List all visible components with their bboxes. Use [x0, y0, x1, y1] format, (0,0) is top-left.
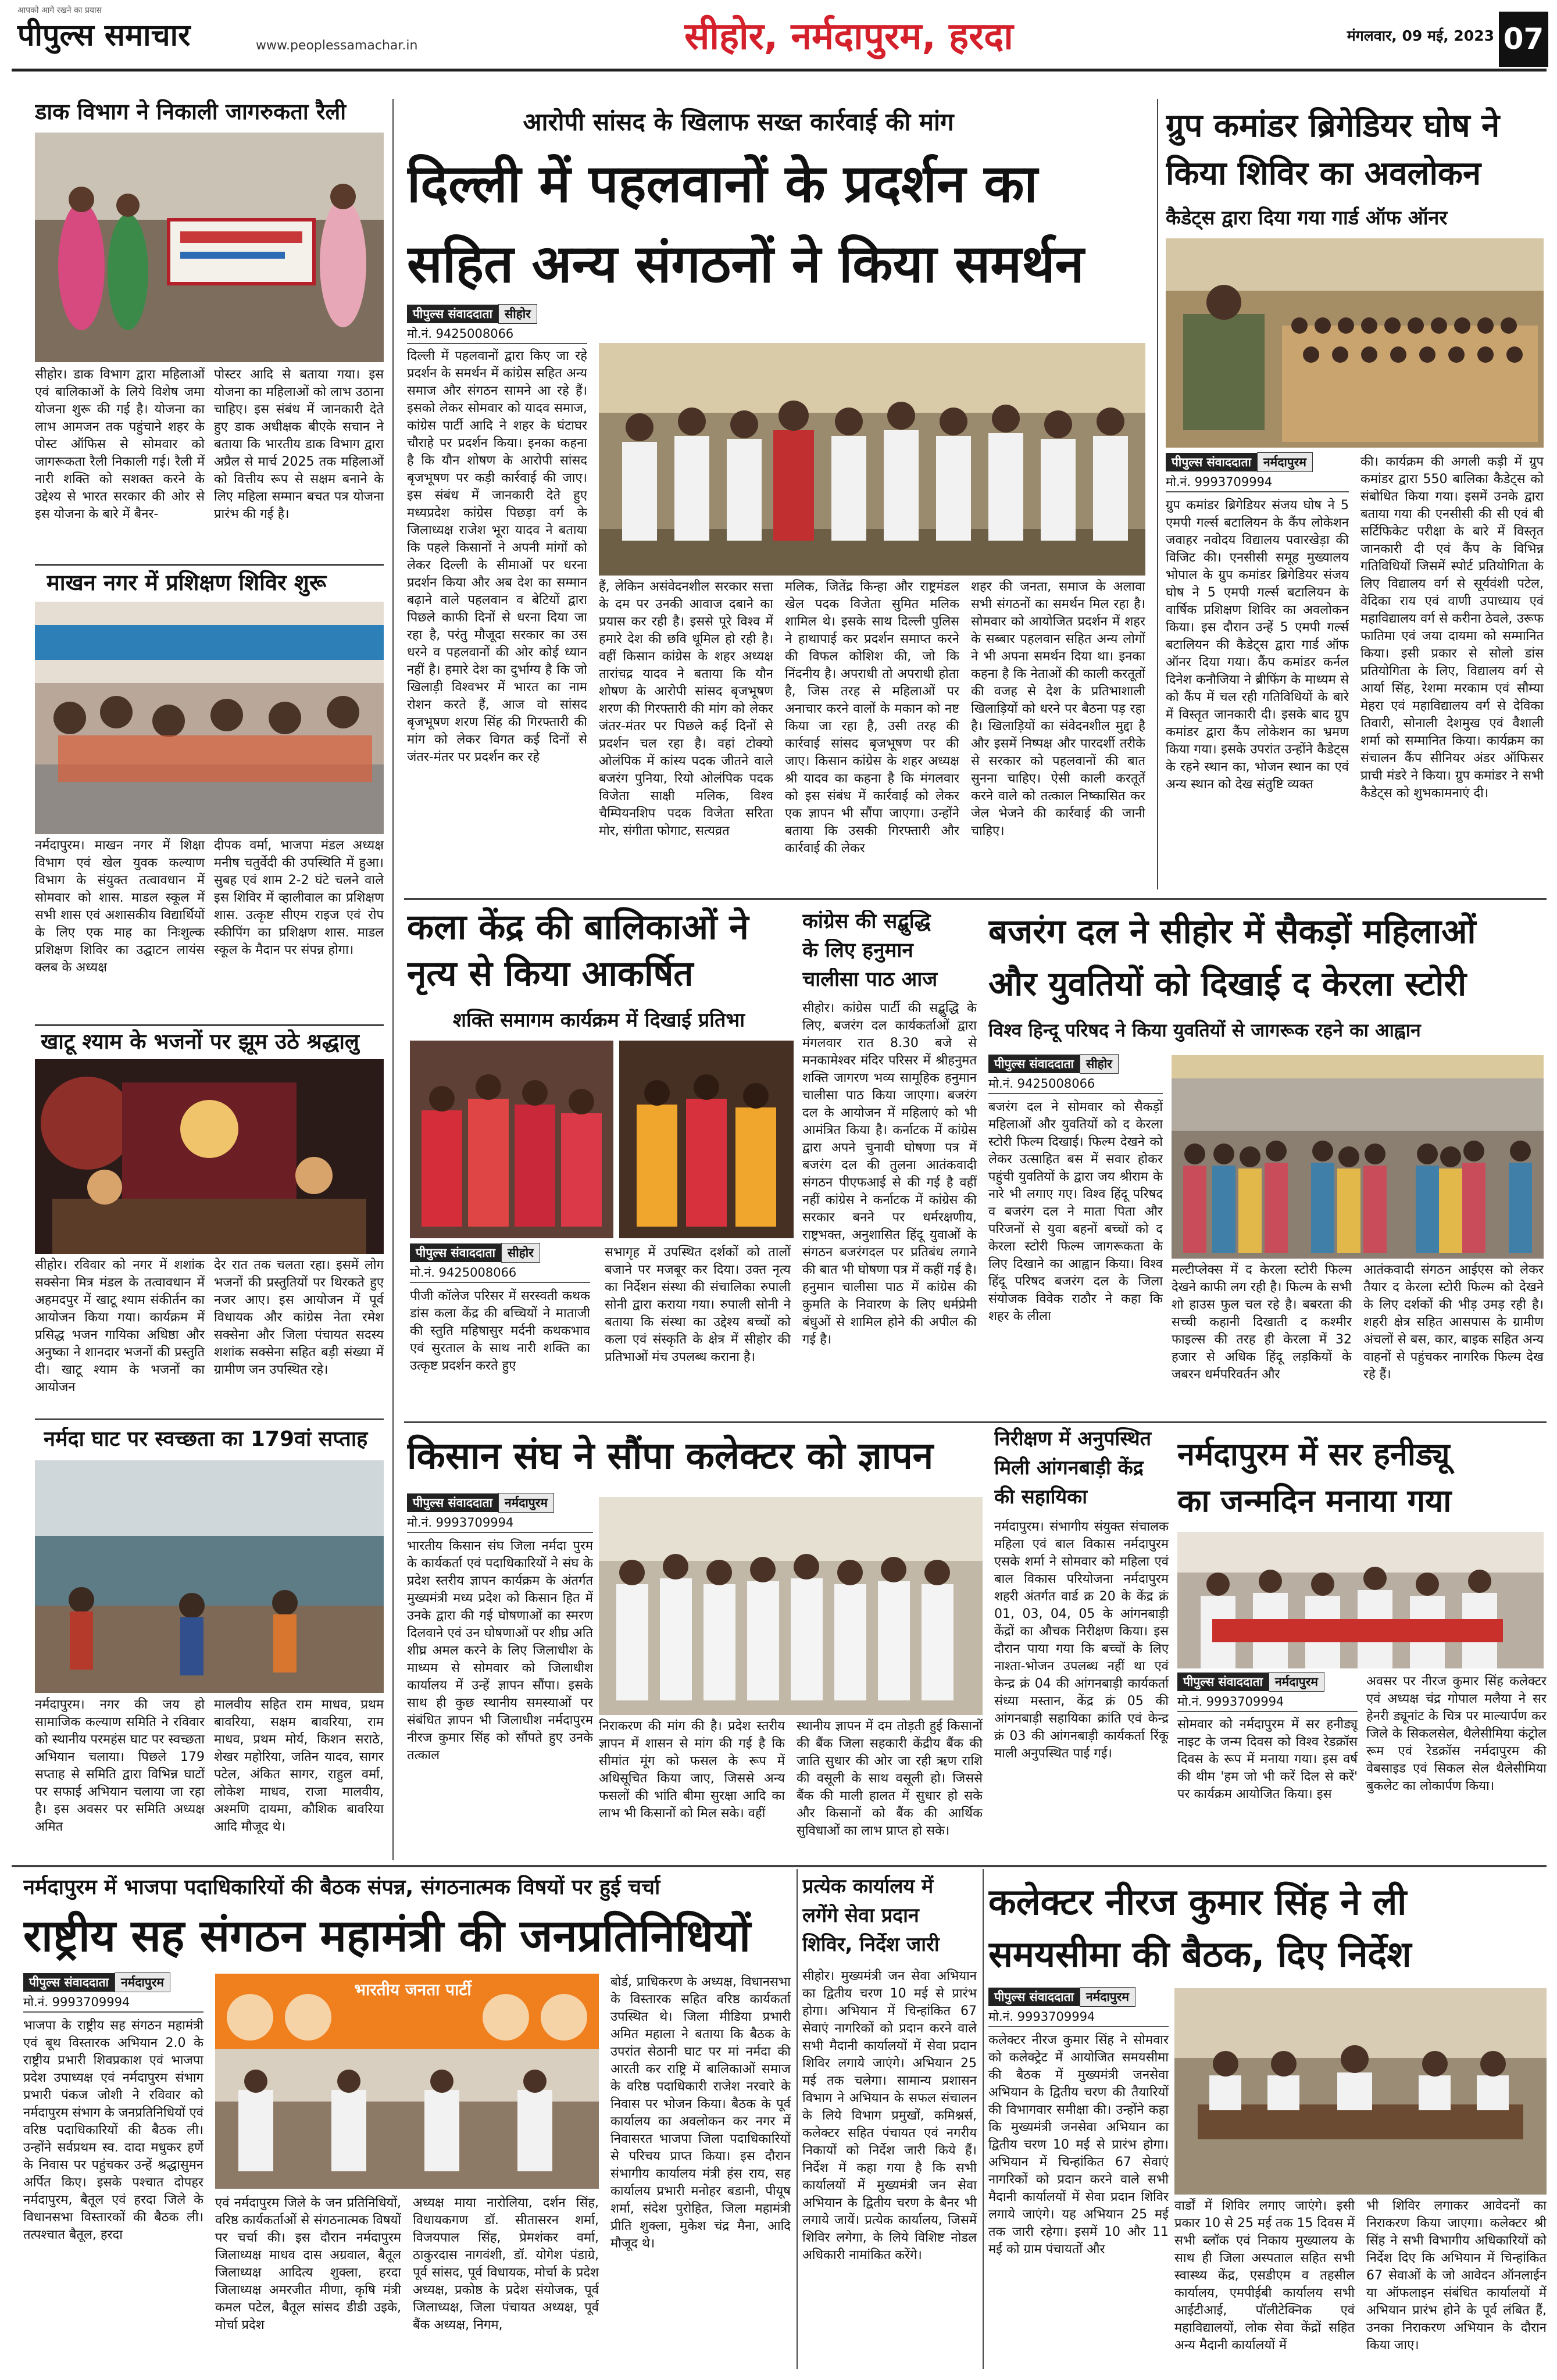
hanuman-headline-2: के लिए हनुमान: [802, 939, 913, 962]
place-label: नर्मदापुरम: [115, 1972, 170, 1992]
bajrang-text-col-3: आतंकवादी संगठन आईएस को लेकर तैयार द केरला स्टोरी फिल्म को देखने के लिए दर्शकों की भीड़ उमड़ रही है। शहरी क्षेत्र सहित आसपास के ग्रामीण अंचलों से बस, कार, बाइक सहित अन्य वाहनों से पहुंचकर नागरिक फिल्म देख रहे हैं।: [1363, 1263, 1544, 1382]
collector-headline-2: समयसीमा की बैठक, दिए निर्देश: [988, 1933, 1412, 1975]
divider: [988, 1421, 1547, 1423]
khatu-photo: [35, 1059, 384, 1254]
bjp-byline: [23, 1974, 203, 1991]
makhan-headline: माखन नगर में प्रशिक्षण शिविर शुरू: [47, 570, 327, 595]
bjp-mobile: मो.नं. 9993709994: [23, 1994, 203, 2013]
congress-protest-photo: [599, 343, 1145, 576]
kisan-text-col-3: स्थानीय ज्ञापन में दम तोड़ती हुई किसानों की बैंक जिला सहकारी केंद्रीय बैंक की जाति सुधार की ओर जा रही ऋण राशि की वसूली के साथ वसूली हो। जिससे बैंक की माली हालत में सुधार हो सके और किसानों को बैंक की आर्थिक सुविधाओं का लाभ प्राप्त हो सके।: [797, 1719, 983, 1838]
congress-headline-2: सहित अन्य संगठनों ने किया समर्थन: [407, 234, 1084, 295]
makhan-text-col-2: दीपक वर्मा, भाजपा मंडल अध्यक्ष मनीष चतुर्वेदी की उपस्थिति में हुआ। सुबह एवं शाम 2-2 घंटे चलने वाले इस शिविर में व्हालीवाल का प्रशिक्षण शास. उत्कृष्ट सीएम राइज एवं रोप स्कीपिंग का प्रशिक्षण शास. माडल स्कूल के मैदान पर संपन्न होगा।: [214, 838, 384, 957]
page-number: 07: [1499, 12, 1548, 67]
hanida-photo: [1177, 1532, 1544, 1668]
bajrang-subhead: विश्व हिन्दू परिषद ने किया युवतियों से जागरूक रहने का आह्वान: [988, 1019, 1421, 1041]
place-label: सीहोर: [501, 1243, 540, 1263]
hanida-text-col-2: अवसर पर नीरज कुमार सिंह कलेक्टर एवं अध्यक्ष चंद्र गोपाल मलैया ने सर हेनरी ड्यूनांट के चित्र पर माल्यार्पण कर जिले के सिकलसेल, थैलेसीमिया कंट्रोल रूम एवं रेडक्रॉस नर्मदापुरम की वेबसाइड एवं सिकल सेल थैलेसीमिया बुकलेट का लोकार्पण किया।: [1366, 1674, 1547, 1793]
congress-text-col-4: शहर की जनता, समाज के अलावा सभी संगठनों का समर्थन मिल रहा है। सोमवार को आयोजित प्रदर्शन में शहर के सब्बार पहलवान सहित अन्य लोगों ने भी अपना समर्थन दिया था। इनका कहना है कि नेताओं की काली करतूतों की वजह से देश के प्रतिभाशाली खिलाड़ियों को धरने पर बैठना पड़ रहा है। खिलाड़ियों का संवेदनशील मुद्दा है और इसमें निष्पक्ष और पारदर्शी तरीके से सरकार को पहलवानों की बात सुनना चाहिए। ऐसी काली करतूतें करने वाले को तत्काल निष्कासित कर जेल भेजने की कार्रवाई की जानी चाहिए।: [971, 580, 1145, 838]
divider: [35, 1418, 384, 1420]
brigadier-headline-2: किया शिविर का अवलोकन: [1166, 155, 1481, 192]
makhan-text-col-1: नर्मदापुरम। माखन नगर में शिक्षा विभाग एवं खेल युवक कल्याण विभाग के संयुक्त तत्वावधान में सोमवार को शास. माडल स्कूल में सभी शास एवं अशासकीय विद्यार्थियों के लिए एक माह का निःशुल्क प्रशिक्षण शिविर का उद्घाटन लायंस क्लब के अध्यक्ष: [35, 838, 205, 975]
brigadier-mobile: मो.नं. 9993709994: [1166, 474, 1349, 492]
collector-mobile: मो.नं. 9993709994: [988, 2009, 1169, 2027]
kala-text-col-1: पीजी कॉलेज परिसर में सरस्वती कथक डांस कला केंद्र की बच्चियों ने माताजी की स्तुति महिषासुर मर्दनी कथकभाव एवं सुरताल के साथ नारी शक्ति का उत्कृष्ट प्रदर्शन करते हुए: [410, 1289, 590, 1373]
narmada-text-col-1: नर्मदापुरम। नगर की जय हो सामाजिक कल्याण समिति ने रविवार को स्थानीय परमहंस घाट पर स्वच्छता अभियान चलाया। पिछले 179 सप्ताह से समिति द्वारा विभिन्न घाटों पर सफाई अभियान चलाया जा रहा है। इस अवसर पर समिति अध्यक्ष अमित: [35, 1698, 205, 1834]
reporter-label: पीपुल्स संवाददाता: [988, 1988, 1080, 2006]
divider: [35, 564, 384, 566]
column-divider: [983, 1869, 984, 2369]
divider: [404, 1421, 988, 1423]
collector-text-col-3: भी शिविर लगाकर आवेदनों का निराकरण किया जाएगा। कलेक्टर श्री सिंह ने सभी विभागीय अधिकारियों को निर्देश दिए कि अभियान में चिन्हांकित 67 सेवाओं के जो आवेदन ऑनलाईन या ऑफलाइन संबंधित कार्यालयों में अभियान प्रारंभ होने के पूर्व लंबित हैं, उनका निराकरण अभियान के दौरान किया जाए।: [1366, 2199, 1547, 2353]
brigadier-headline-1: ग्रुप कमांडर ब्रिगेडियर घोष ने: [1166, 107, 1500, 145]
column-divider: [797, 1869, 798, 2369]
paper-logo: पीपुल्स समाचार: [17, 18, 191, 53]
column-divider: [392, 99, 394, 1860]
kala-headline-1: कला केंद्र की बालिकाओं ने: [407, 907, 749, 948]
bajrang-mobile: मो.नं. 9425008066: [988, 1075, 1163, 1094]
reporter-label: पीपुल्स संवाददाता: [988, 1055, 1080, 1073]
bajrang-byline: [988, 1055, 1163, 1073]
kala-subhead: शक्ति समागम कार्यक्रम में दिखाई प्रतिभा: [452, 1009, 745, 1032]
seva-headline-1: प्रत्येक कार्यालय में: [802, 1875, 934, 1898]
paper-tagline: आपको आगे रखने का प्रयास: [17, 6, 102, 15]
narmada-text-col-2: मालवीय सहित राम माधव, प्रथम बावरिया, सक्षम बावरिया, राम माधव, प्रथम मोर्य, किशन सराठे, शेखर महोरिया, जतिन यादव, सागर पटेल, अंकित सागर, राहुल वर्मा, लोकेश माधव, राजा मालवीय, अश्मणि दायमा, कौशिक बावरिया आदि मौजूद थे।: [214, 1698, 384, 1834]
kala-byline: [410, 1244, 590, 1262]
place-label: सीहोर: [498, 304, 537, 324]
brigadier-text-col-2: की। कार्यक्रम की अगली कड़ी में ग्रुप कमांडर द्वारा 550 बालिका कैडेट्स को संबोधित किया गया। इसमें उनके द्वारा बताया गया की एनसीसी की सी एवं बी सर्टिफिकेट परीक्षा के बारे में विस्तृत जानकारी दी एवं कैंप के विभिन्न गतिविधियों जिसमें स्पोर्ट प्रतियोगिता के लिए विद्यालय वर्ग से सूर्यवंशी पटेल, वेदिका राय एवं वाणी उपाध्याय एवं महाविद्यालय वर्ग से करीना ठेवले, उरूफ फातिमा एवं जया दायमा को सम्मानित किया। इसी प्रकार से सोलो डांस प्रतियोगिता के लिए, विद्यालय वर्ग से आर्या सिंह, रेशमा मरकाम एवं सौम्या मेहरा एवं महाविद्यालय वर्ग से देविका तिवारी, सोनाली देशमुख एवं वैशाली शर्मा को सम्मानित किया। कार्यक्रम का संचालन कैंप सीनियर अंडर ऑफिसर प्राची मंडरे ने किया। ग्रुप कमांडर ने सभी कैडेट्स को शुभकामनाएं दी।: [1360, 455, 1544, 801]
brigadier-subhead: कैडेट्स द्वारा दिया गया गार्ड ऑफ ऑनर: [1166, 206, 1448, 230]
seva-headline-2: लगेंगे सेवा प्रदान: [802, 1904, 919, 1927]
bajrang-photo: [1172, 1055, 1544, 1259]
place-label: सीहोर: [1080, 1054, 1119, 1074]
kala-headline-2: नृत्य से किया आकर्षित: [407, 953, 694, 994]
bajrang-headline-1: बजरंग दल ने सीहोर में सैकड़ों महिलाओं: [988, 912, 1476, 951]
hanuman-text: सीहोर। कांग्रेस पार्टी की सद्बुद्धि के लिए, बजरंग दल कार्यकर्ताओं द्वारा मंगलवार रात 8.30 बजे से मनकामेश्वर मंदिर परिसर में श्रीहनुमत शक्ति जागरण भव्य सामूहिक हनुमान चालीसा पाठ किया जाएगा। बजरंग दल के आयोजन में महिलाएं को भी आमंत्रित किया है। कर्नाटक में कांग्रेस द्वारा अपने चुनावी घोषणा पत्र में बजरंग दल की तुलना आतंकवादी संगठन पीएफआई से की गई है वहीं नहीं कांग्रेस ने कर्नाटक में कांग्रेस की सरकार बनने पर धर्मरक्षणीय, राष्ट्रभक्त, अनुशासित हिंदू युवाओं के संगठन बजरंगदल पर प्रतिबंध लगाने की बात भी घोषणा पत्र में कहीं गई है। हनुमान चालीसा पाठ में कांग्रेस की कुमति के निवारण के लिए धर्मप्रेमी बंधुओं से शामिल होने की अपील की गई है।: [802, 1001, 977, 1347]
collector-photo: [1174, 1988, 1547, 2195]
hanida-text-col-1: सोमवार को नर्मदापुरम में सर हनीड्यू नाइट के जन्म दिवस को विश्व रेडक्रॉस दिवस के रूप में मनाया गया। इस वर्ष की थीम 'हम जो भी करें दिल से करें' पर कार्यक्रम आयोजित किया। इस: [1177, 1717, 1358, 1802]
post-dept-photo: [35, 133, 384, 362]
congress-mobile: मो.नं. 9425008066: [407, 326, 587, 344]
anganwadi-headline-1: निरीक्षण में अनुपस्थित: [994, 1427, 1151, 1450]
anganwadi-text: नर्मदापुरम। संभागीय संयुक्त संचालक महिला एवं बाल विकास नर्मदापुरम एसके शर्मा ने सोमवार को महिला एवं बाल विकास परियोजना नर्मदापुरम शहरी अंतर्गत वार्ड क्र 20 के केंद्र क्रं 01, 03, 04, 05 के आंगनबाड़ी केंद्रों का औचक निरीक्षण किया। इस दौरान पाया गया कि बच्चों के लिए नाश्ता-भोजन उपलब्ध नहीं था एवं केन्द्र क्रं 04 की आंगनबाड़ी कार्यकर्ता संध्या मस्तान, केंद्र क्रं 05 की आंगनबाड़ी सहायिका क्रांति एवं केन्द्र क्रं 03 की आंगनबाड़ी कार्यकर्ता रिंकू माली अनुपस्थित पाई गई।: [994, 1520, 1169, 1761]
anganwadi-headline-3: की सहायिका: [994, 1485, 1088, 1509]
kisan-headline: किसान संघ ने सौंपा कलेक्टर को ज्ञापन: [407, 1435, 934, 1478]
congress-kicker: आरोपी सांसद के खिलाफ सख्त कार्रवाई की मांग: [523, 108, 954, 136]
khatu-headline: खाटू श्याम के भजनों पर झूम उठे श्रद्धालु: [41, 1029, 360, 1054]
narmada-headline: नर्मदा घाट पर स्वच्छता का 179वां सप्ताह: [44, 1427, 368, 1451]
place-label: नर्मदापुरम: [1080, 1987, 1135, 2007]
bjp-text-col-4: बोर्ड, प्राधिकरण के अध्यक्ष, विधानसभा के विस्तारक सहित वरिष्ठ कार्यकर्ता उपस्थित थे। जिला मीडिया प्रभारी अमित महाला ने बताया कि बैठक के उपरांत सेठानी घाट पर मां नर्मदा की आरती कर राष्ट्रि में बालिकाओं समाज के वरिष्ठ पदाधिकारी राजेश नरवारे के निवास पर भोजन किया। बैठक के पूर्व कार्यालय का अवलोकन कर नगर में निवासरत भाजपा जिला पदाधिकारियों से परिचय प्राप्त किया। इस दौरान संभागीय कार्यालय मंत्री हंस राय, सह कार्यालय प्रभारी मनोहर बडानी, पीयूष शर्मा, संदेश पुरोहित, जिला महामंत्री प्रीति शुक्ला, मुकेश चंद्र मैना, आदि मौजूद थे।: [610, 1975, 791, 2251]
post-dept-text-col-2: पोस्टर आदि से बताया गया। इस योजना का महिलाओं को लाभ उठाना चाहिए। इस संबंध में जानकारी देते हुए डाक अधीक्षक बीएके सचान ने बताया कि भारतीय डाक विभाग द्वारा अप्रैल से मार्च 2025 तक महिलाओं को वित्तीय रूप से सक्षम बनाने के लिए महिला सम्मान बचत पत्र योजना प्रारंभ की गई है।: [214, 367, 384, 521]
collector-text-col-1: कलेक्टर नीरज कुमार सिंह ने सोमवार को कलेक्ट्रेट में आयोजित समयसीमा की बैठक में मुख्यमंत्री जनसेवा अभियान के द्वितीय चरण की तैयारियों की विभागवार समीक्षा की। उन्होंने कहा कि मुख्यमंत्री जनसेवा अभियान का द्वितीय चरण 10 मई से प्रारंभ होगा। अभियान में चिन्हांकित 67 सेवाएं नागरिकों को प्रदान करने वाले सभी मैदानी कार्यालयों में सेवा प्रदान शिविर लगाये जाएंगे। यह अभियान 25 मई तक जारी रहेगा। इसमें 10 और 11 मई को ग्राम पंचायतों और: [988, 2033, 1169, 2257]
reporter-label: पीपुल्स संवाददाता: [23, 1973, 115, 1992]
congress-headline-1: दिल्ली में पहलवानों के प्रदर्शन का: [407, 153, 1038, 215]
section-title: सीहोर, नर्मदापुरम, हरदा: [684, 15, 1013, 58]
reporter-label: पीपुल्स संवाददाता: [410, 1243, 501, 1262]
column-divider: [1157, 99, 1158, 889]
kisan-text-col-2: निराकरण की मांग की है। प्रदेश स्तरीय ज्ञापन में शासन से मांग की गई है कि सीमांत मूंग को फसल के रूप में अधिसूचित किया जाए, जिससे अन्य फसलों की भांति बीमा सुरक्षा आदि का लाभ भी किसानों को मिल सके। वहीं: [599, 1719, 785, 1821]
bjp-kicker: नर्मदापुरम में भाजपा पदाधिकारियों की बैठक संपन्न, संगठनात्मक विषयों पर हुई चर्चा: [23, 1875, 660, 1899]
hanuman-headline-3: चालीसा पाठ आज: [802, 968, 938, 991]
kala-photo-2: [619, 1041, 794, 1238]
kisan-mobile: मो.नं. 9993709994: [407, 1514, 593, 1533]
kala-text-col-2: सभागृह में उपस्थित दर्शकों को तालों बजाने पर मजबूर कर दिया। उक्त नृत्य का निर्देशन संस्था की संचालिका रुपाली सोनी द्वारा कराया गया। रुपाली सोनी ने बताया कि संस्था का उद्देश्य बच्चों को कला एवं संस्कृति के क्षेत्र में सीहोर की प्रतिभाओं मंच उपलब्ध कराना है।: [605, 1245, 791, 1364]
bjp-text-col-1: भाजपा के राष्ट्रीय सह संगठन महामंत्री एवं बूथ विस्तारक अभियान 2.0 के राष्ट्रीय प्रभारी शिवप्रकाश एवं भाजपा प्रदेश उपाध्यक्ष एवं नर्मदापुरम संभाग प्रभारी पंकज जोशी ने रविवार को नर्मदापुरम संभाग के जनप्रतिनिधियों एवं वरिष्ठ पदाधिकारियों की बैठक ली। उन्होंने सर्वप्रथम स्व. दादा मधुकर हर्णे के निवास पर पहुंचकर उन्हें श्रद्धासुमन अर्पित किए। इसके पश्चात दोपहर नर्मदापुरम, बैतूल एवं हरदा जिले के विधानसभा विस्तारकों की बैठक ली। तत्पश्चात बैतूल, हरदा: [23, 2018, 203, 2242]
divider: [35, 1024, 384, 1026]
bajrang-text-col-2: मल्टीप्लेक्स में द केरला स्टोरी फिल्म देखने काफी लग रही है। फिल्म के सभी शो हाउस फुल चल रहे है। बबरता की सच्ची कहानी दिखाती द कश्मीर फाइल्स की तरह ही केरला में 32 हजार से अधिक हिंदू लड़कियों के जबरन धर्मपरिवर्तन और: [1172, 1263, 1352, 1382]
bajrang-text-col-1: बजरंग दल ने सोमवार को सैकड़ों महिलाओं और युवतियों को द केरला स्टोरी फिल्म दिखाई। फिल्म देखने को लेकर उत्साहित बस में सवार होकर पहुंची युवतियों के द्वारा जय श्रीराम के नारे भी लगाए गए। विश्व हिंदू परिषद व बजरंग दल ने माता पिता और परिजनों से युवा बहनों बच्चों को द केरला स्टोरी फिल्म जागरूकता के लिए दिखाने का आह्वान किया। विश्व हिंदू परिषद बजरंग दल के जिला संयोजक विवेक राठौर ने कहा कि शहर के लीला: [988, 1100, 1163, 1324]
collector-headline-1: कलेक्टर नीरज कुमार सिंह ने ली: [988, 1881, 1407, 1923]
brigadier-text-col-1: ग्रुप कमांडर ब्रिगेडियर संजय घोष ने 5 एमपी गर्ल्स बटालियन के कैंप लोकेशन जवाहर नवोदय विद्यालय पवारखेड़ा की विजिट की। एनसीसी समूह मुख्यालय भोपाल के ग्रुप कमांडर ब्रिगेडियर संजय घोष ने 5 एमपी गर्ल्स बटालियन के वार्षिक प्रशिक्षण शिविर का अवलोकन किया। इस दौरान उन्हें 5 एमपी गर्ल्स बटालियन की कैडेट्स द्वारा गार्ड ऑफ ऑनर दिया गया। कैंप कमांडर कर्नल दिनेश कनौजिया ने ब्रीफिंग के माध्यम से को कैंप में चल रही गतिविधियों के बारे में विस्तृत जानकारी दी। इसके बाद ग्रुप कमांडर द्वारा कैंप लोकेशन का भ्रमण किया गया। इसके उपरांत उन्होंने कैडेट्स के रहने स्थान का, भोजन स्थान का एवं अन्य स्थान को देख संतुष्टि व्यक्त: [1166, 498, 1349, 792]
congress-text-col-1: दिल्ली में पहलवानों द्वारा किए जा रहे प्रदर्शन के समर्थन में कांग्रेस सहित अन्य समाज और संगठन सामने आ रहे हैं। इसको लेकर सोमवार को यादव समाज, कांग्रेस पार्टी आदि ने शहर के घंटाघर चौराहे पर प्रदर्शन किया। इनका कहना है कि यौन शोषण के आरोपी सांसद बृजभूषण पर कड़ी कार्रवाई की जाए। इस संबंध में जानकारी देते हुए मध्यप्रदेश कांग्रेस पिछड़ा वर्ग के जिलाध्यक्ष राजेश भूरा यादव ने बताया कि पहले किसानों ने अपनी मांगों को लेकर दिल्ली के सीमाओं पर धरना प्रदर्शन किया और अब देश का सम्मान बढ़ाने वाले पहलवान व बेटियों द्वारा पिछले काफी दिनों से धरना दिया जा रहा है, परंतु मौजूदा सरकार का उस धरने व पहलवानों की ओर कोई ध्यान नहीं है। हमारे देश का दुर्भाग्य है कि जो खिलाड़ी विश्वभर में भारत का नाम रोशन करते हैं, आज वो सांसद बृजभूषण शरण सिंह की गिरफ्तारी की मांग को लेकर विगत कई दिनों से जंतर-मंतर पर प्रदर्शन कर रहे: [407, 349, 587, 764]
congress-text-col-3: मलिक, जितेंद्र किन्हा और राष्ट्रमंडल खेल पदक विजेता सुमित मलिक शामिल थे। इसके साथ दिल्ली पुलिस ने हाथापाई कर प्रदर्शन समाप्त करने की विफल कोशिश की, जो कि निंदनीय है। अपराधी तो अपराधी होता है, जिस तरह से महिलाओं पर अनाचार करने वालों के मकान को नष्ट किया जा रहा है, उसी तरह की कार्रवाई सांसद बृजभूषण पर की जाए। किसान कांग्रेस के शहर अध्यक्ष श्री यादव का कहना है कि मंगलवार को इस संबंध में कार्रवाई को लेकर एक ज्ञापन भी सौंपा जाएगा। उन्होंने बताया कि उसकी गिरफ्तारी और कार्रवाई की लेकर: [785, 580, 959, 856]
issue-date: मंगलवार, 09 मई, 2023: [1347, 27, 1494, 44]
reporter-label: पीपुल्स संवाददाता: [407, 1493, 498, 1512]
khatu-text-col-1: सीहोर। रविवार को नगर में शशांक सक्सेना मित्र मंडल के तत्वावधान में अहमदपुर में खाटू श्याम संकीर्तन का आयोजन किया गया। कार्यक्रम में प्रसिद्ध भजन गायिका अधिष्ठा और अनुष्का ने शानदार भजनों की प्रस्तुति दी। खाटू श्याम के भजनों का आयोजन: [35, 1258, 205, 1395]
congress-text-col-2: हैं, लेकिन असंवेदनशील सरकार सत्ता के दम पर उनकी आवाज दबाने का प्रयास कर रही है। इससे पूरे विश्व में हमारे देश की छवि धूमिल हो रही है। वहीं किसान कांग्रेस के शहर अध्यक्ष तारांचद्र यादव ने बताया कि यौन शोषण के आरोपी सांसद बृजभूषण शरण की गिरफ्तारी की मांग को लेकर जंतर-मंतर पर पिछले कई दिनों से प्रदर्शन चल रहा है। वहां टोक्यो ओलंपिक में कांस्य पदक जीतने वाले बजरंग पुनिया, रियो ओलंपिक पदक विजेता साक्षी मलिक, विश्व चैम्पियनशिप पदक विजेता सरिता मोर, संगीता फोगाट, सत्यव्रत: [599, 580, 773, 838]
bjp-banner-text: भारतीय जनता पार्टी: [354, 1980, 472, 1999]
place-label: नर्मदापुरम: [498, 1493, 554, 1513]
masthead-rule: [12, 69, 1547, 72]
hanida-headline-1: नर्मदापुरम में सर हनीड्यू: [1177, 1436, 1450, 1473]
collector-byline: [988, 1988, 1169, 2006]
kala-photo-1: [410, 1041, 613, 1238]
brigadier-photo: [1166, 238, 1544, 448]
narmada-photo: [35, 1460, 384, 1693]
website-link[interactable]: www.peoplessamachar.in: [256, 38, 418, 53]
seva-text: सीहोर। मुख्यमंत्री जन सेवा अभियान का द्वितीय चरण 10 मई से प्रारंभ होगा। अभियान में चिन्हांकित 67 सेवाएं नागरिकों को प्रदान करने वाले सभी मैदानी कार्यालयों में सेवा प्रदान शिविर लगाये जाएंगे। अभियान 25 मई तक चलेगा। सामान्य प्रशासन विभाग ने अभियान के सफल संचालन के लिये विभाग प्रमुखों, कमिश्नर्स, कलेक्टर सहित पंचायत एवं नगरीय निकायों को निर्देश जारी किये हैं। निर्देश में कहा गया है कि सभी कार्यालयों में मुख्यमंत्री जन सेवा अभियान के द्वितीय चरण के बैनर भी लगाये जायें। प्रत्येक कार्यालय, जिसमें शिविर लगेगा, के लिये विशिष्ट नोडल अधिकारी नामांकित करेंगे।: [802, 1969, 977, 2263]
brigadier-byline: [1166, 453, 1349, 471]
seva-headline-3: शिविर, निर्देश जारी: [802, 1933, 940, 1956]
divider: [988, 898, 1547, 900]
bjp-text-col-3: अध्यक्ष माया नारोलिया, दर्शन सिंह, विधायकगण डॉ. सीतासरन शर्मा, विजयपाल सिंह, प्रेमशंकर वर्मा, ठाकुरदास नागवंशी, डॉ. योगेश पंडाग्रे, पूर्व सांसद, पूर्व विधायक, मोर्चा के प्रदेश अध्यक्ष, प्रकोष्ठ के प्रदेश संयोजक, पूर्व जिलाध्यक्ष, जिला पंचायत अध्यक्ष, पूर्व बैंक अध्यक्ष, निगम,: [413, 2196, 599, 2332]
anganwadi-headline-2: मिली आंगनबाड़ी केंद्र: [994, 1456, 1144, 1480]
bjp-text-col-2: एवं नर्मदापुरम जिले के जन प्रतिनिधियों, वरिष्ठ कार्यकर्ताओं से संगठनात्मक विषयों पर चर्चा की। इस दौरान नर्मदापुरम जिलाध्यक्ष माधव दास अग्रवाल, बैतूल जिलाध्यक्ष आदित्य शुक्ला, हरदा जिलाध्यक्ष अमरजीत मीणा, कृषि मंत्री कमल पटेल, बैतूल सांसद डीडी उइके, मोर्चा प्रदेश: [215, 2196, 401, 2332]
khatu-text-col-2: देर रात तक चलता रहा। इसमें लोग भजनों की प्रस्तुतियों पर थिरकते हुए नजर आए। इस आयोजन में पूर्व विधायक और कांग्रेस नेता रमेश सक्सेना और जिला पंचायत सदस्य शशांक सक्सेना सहित बड़ी संख्या में ग्रामीण जन उपस्थित रहे।: [214, 1258, 384, 1377]
hanida-byline: [1177, 1673, 1358, 1691]
bjp-photo: [215, 1974, 599, 2189]
kisan-photo: [599, 1497, 983, 1715]
hanida-mobile: मो.नं. 9993709994: [1177, 1693, 1358, 1712]
post-dept-headline: डाक विभाग ने निकाली जागरुकता रैली: [35, 99, 347, 124]
place-label: नर्मदापुरम: [1257, 452, 1313, 472]
reporter-label: पीपुल्स संवाददाता: [1177, 1673, 1269, 1691]
hanida-headline-2: का जन्मदिन मनाया गया: [1177, 1482, 1452, 1519]
reporter-label: पीपुल्स संवाददाता: [407, 305, 498, 323]
place-label: नर्मदापुरम: [1269, 1672, 1324, 1692]
collector-text-col-2: वार्डों में शिविर लगाए जाएंगे। इसी प्रकार 10 से 25 मई तक 15 दिवस में सभी ब्लॉक एवं निकाय मुख्यालय के साथ ही जिला अस्पताल सहित सभी स्वास्थ्य केंद्र, एसडीएम व तहसील कार्यालय, एमपीईबी कार्यालय सभी आईटीआई, पॉलीटेक्निक एवं महाविद्यालयों, लोक सेवा केंद्रों सहित अन्य मैदानी कार्यालयों में: [1174, 2199, 1355, 2353]
reporter-label: पीपुल्स संवाददाता: [1166, 453, 1257, 471]
hanuman-headline-1: कांग्रेस की सद्बुद्धि: [802, 910, 931, 933]
bjp-headline: राष्ट्रीय सह संगठन महामंत्री की जनप्रतिनिधियों: [23, 1910, 751, 1961]
divider: [12, 1865, 1547, 1867]
kisan-text-col-1: भारतीय किसान संघ जिला नर्मदा पुरम के कार्यकर्ता एवं पदाधिकारियों ने संघ के प्रदेश स्तरीय ज्ञापन कार्यक्रम के अंतर्गत मुख्यमंत्री मध्य प्रदेश को किसान हित में उनके द्वारा की गई घोषणाओं का स्मरण दिलवाने एवं उन घोषणाओं पर शीघ्र अति शीघ्र अमल करने के लिए जिलाधीश के माध्यम से सोमवार को जिलाधीश कार्यालय में उन्हें ज्ञापन सौंपा। इसके साथ ही कुछ स्थानीय समस्याओं पर संबंधित ज्ञापन भी जिलाधीश नर्मदापुरम नीरज कुमार सिंह को सौंपते हुए उनके तत्काल: [407, 1539, 593, 1763]
post-dept-text-col-1: सीहोर। डाक विभाग द्वारा महिलाओं एवं बालिकाओं के लिये विशेष जमा योजना शुरू की गई है। योजना का लाभ आमजन तक पहुंचाने शहर के पोस्ट ऑफिस से सोमवार को जागरूकता रैली निकाली गई। रैली में नारी शक्ति को सशक्त करने के उद्देश्य से भारत सरकार की ओर से इस योजना के बारे में बैनर-: [35, 367, 205, 521]
kala-mobile: मो.नं. 9425008066: [410, 1264, 590, 1283]
bajrang-headline-2: और युवतियों को दिखाई द केरला स्टोरी: [988, 964, 1467, 1003]
makhan-photo: [35, 602, 384, 834]
kisan-byline: [407, 1494, 593, 1511]
congress-byline: [407, 305, 587, 323]
